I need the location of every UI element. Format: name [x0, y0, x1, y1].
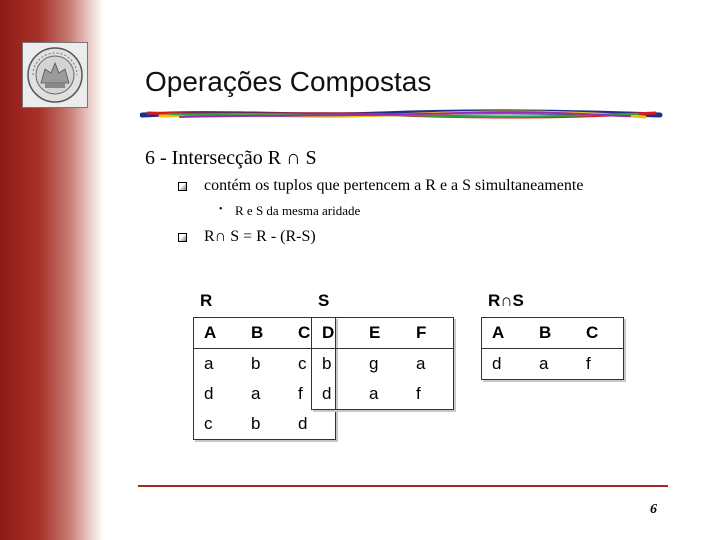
column-header: D: [312, 318, 360, 349]
column-header: C: [288, 318, 336, 349]
section-heading: 6 - Intersecção R ∩ S: [145, 147, 317, 169]
sub-bullet-text: R e S da mesma aridade: [235, 203, 361, 218]
table-cell: a: [539, 354, 549, 373]
column-header: A: [194, 318, 242, 349]
table-cell: b: [251, 354, 261, 373]
table-cell: d: [204, 384, 214, 403]
column-header: C: [576, 318, 624, 349]
table-cell: f: [298, 384, 303, 403]
column-header: F: [406, 318, 454, 349]
table-s: [311, 317, 454, 410]
bullet-text: R∩ S = R - (R-S): [204, 228, 316, 245]
table-rs-name: R∩S: [488, 291, 524, 310]
table-cell: a: [369, 384, 379, 403]
table-cell: a: [416, 354, 426, 373]
table-cell: b: [251, 414, 261, 433]
table-cell: d: [492, 354, 502, 373]
table-cell: d: [298, 414, 308, 433]
table-row: [312, 349, 454, 380]
table-cell: f: [416, 384, 421, 403]
table-header-row: [482, 318, 624, 349]
table-cell: a: [251, 384, 261, 403]
sub-bullet-marker: •: [219, 204, 223, 215]
footer-divider: [138, 485, 668, 487]
table-cell: c: [298, 354, 307, 373]
table-cell: g: [369, 354, 379, 373]
table-row: [482, 349, 624, 380]
university-seal-icon: [22, 42, 88, 108]
brush-stroke-divider: [140, 106, 665, 122]
page-number: 6: [650, 502, 657, 517]
table-s-name: S: [318, 291, 330, 310]
table-row: [194, 409, 336, 440]
table-r-name: R: [200, 291, 213, 310]
table-cell: c: [204, 414, 213, 433]
table-header-row: [312, 318, 454, 349]
table-r-intersect-s: [481, 317, 624, 380]
table-cell: f: [586, 354, 591, 373]
table-cell: d: [322, 384, 332, 403]
table-cell: a: [204, 354, 214, 373]
square-bullet-icon: [178, 182, 187, 191]
column-header: E: [359, 318, 406, 349]
square-bullet-icon: [178, 233, 187, 242]
table-cell: b: [322, 354, 332, 373]
column-header: A: [482, 318, 530, 349]
column-header: B: [241, 318, 288, 349]
bullet-text: contém os tuplos que pertencem a R e a S simultaneamente: [204, 177, 584, 194]
column-header: B: [529, 318, 576, 349]
slide-title: Operações Compostas: [145, 66, 432, 97]
table-row: [312, 379, 454, 410]
